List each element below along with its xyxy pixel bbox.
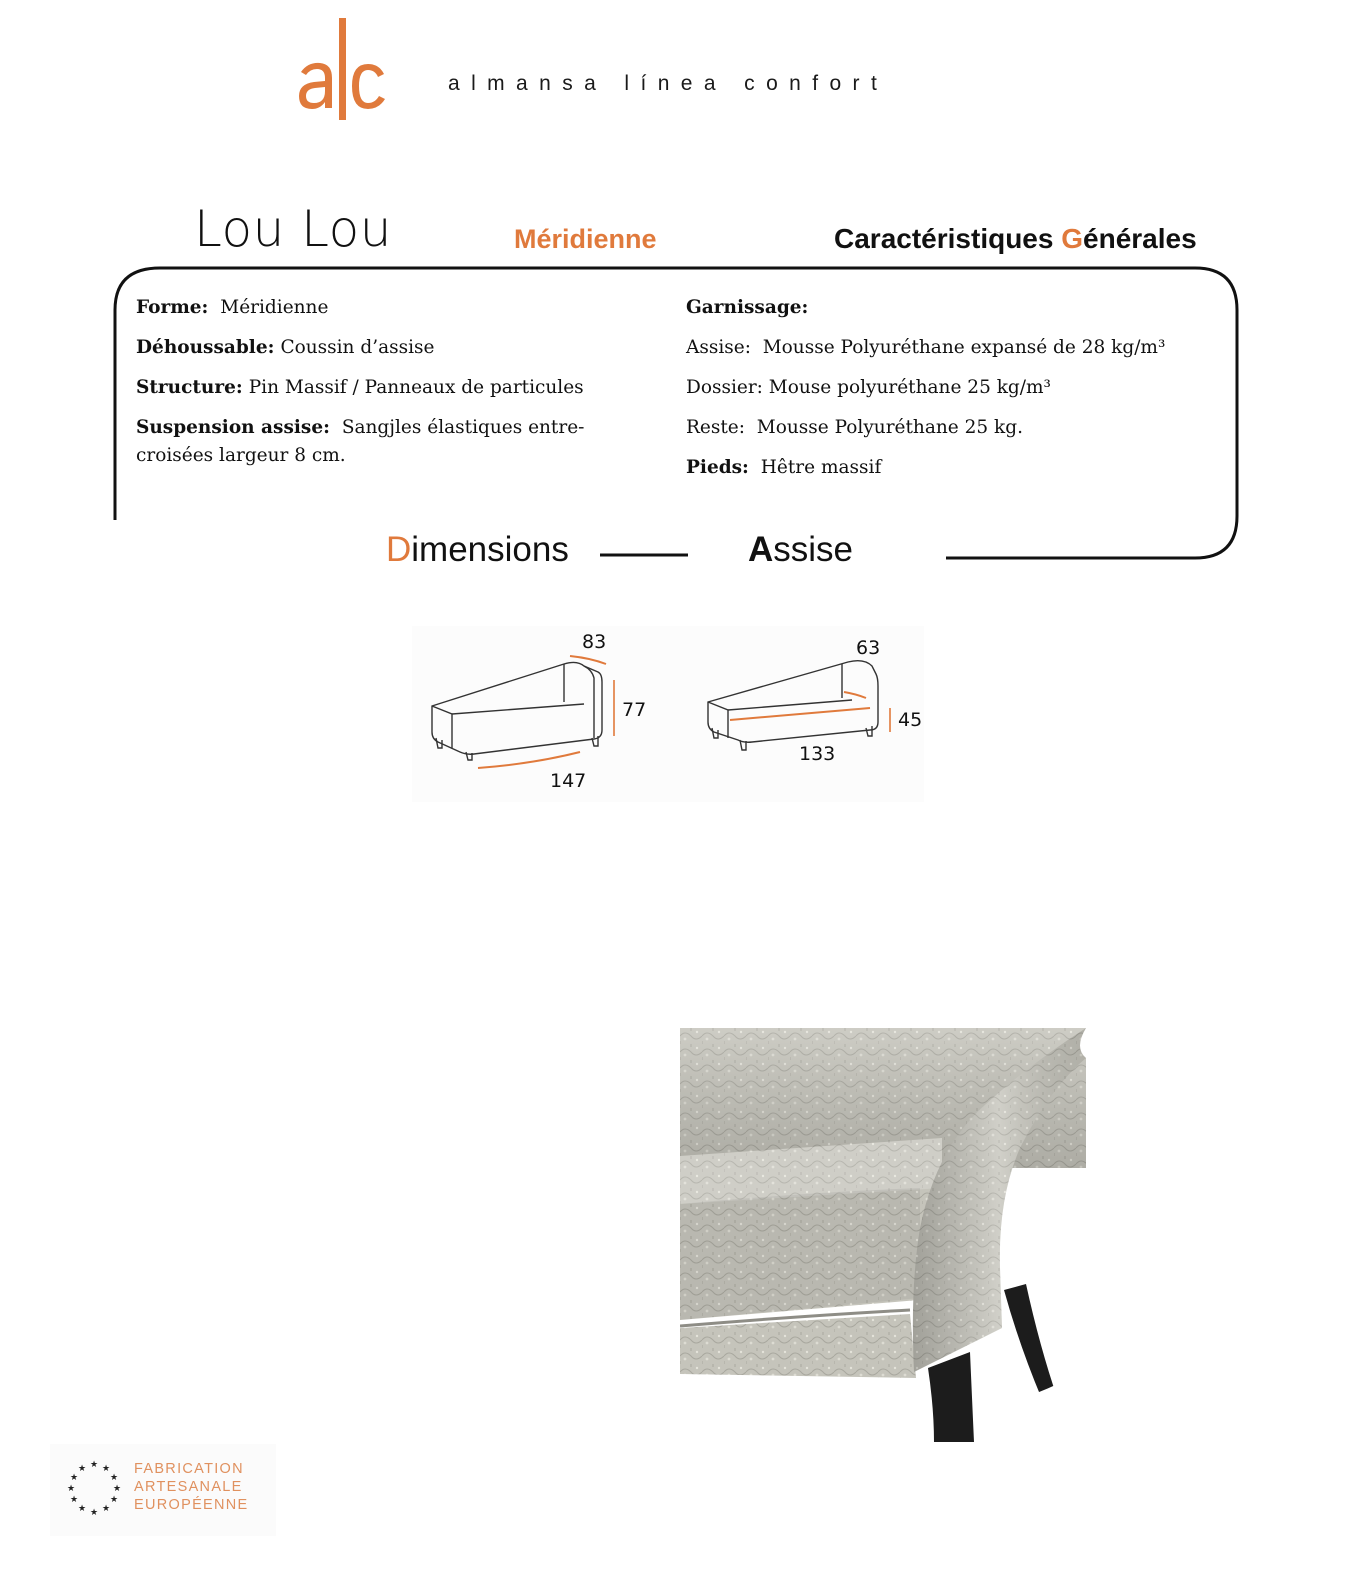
svg-text:★: ★ [70,1473,79,1483]
overall-sofa-outline [432,662,602,760]
meridienne-fabric-photo [680,1028,1086,1444]
svg-text:★: ★ [102,1504,111,1514]
spec-value: Hêtre massif [760,457,882,478]
product-name: Lou Lou [194,200,392,258]
svg-text:★: ★ [102,1464,111,1474]
spec-value: Sangjles élastiques entre-croisées largeur 8 cm. [136,417,585,466]
spec-value: Mousse Polyuréthane 25 kg. [756,417,1023,438]
assise-initial: A [748,530,774,569]
title-rest-1: aractéristiques [854,223,1062,254]
brand-logo [296,16,392,122]
overall-width-label: 147 [550,770,587,792]
spec-dossier [686,374,1051,402]
eu-stars-icon [62,1456,124,1518]
brand-name: almansa línea confort [448,72,889,95]
spec-label: Pieds: [686,457,749,478]
spec-forme [136,294,328,322]
svg-text:★: ★ [70,1495,79,1505]
spec-value: Mousse Polyuréthane expansé de 28 kg/m³ [762,337,1166,358]
spec-value: Coussin d’assise [280,337,435,358]
spec-label: Déhoussable: [136,337,275,358]
sofa-leg [1004,1284,1058,1404]
svg-text:★: ★ [67,1484,76,1494]
width-line [478,752,580,768]
overall-height-label: 77 [622,699,647,721]
seat-sofa-outline [708,661,878,750]
svg-text:★: ★ [90,1508,99,1518]
alc-logo-icon [296,16,392,122]
spec-dehoussable [136,334,434,362]
seat-depth-label: 63 [856,637,881,659]
spec-garnissage [686,294,814,322]
spec-value: Mouse polyuréthane 25 kg/m³ [768,377,1051,398]
svg-text:★: ★ [110,1495,119,1505]
dimensions-rest: imensions [411,530,569,569]
svg-text:★: ★ [110,1473,119,1483]
dimensions-title [386,530,569,570]
spec-label: Structure: [136,377,243,398]
eu-badge-line: FABRICATION [134,1461,244,1477]
spec-value: Méridienne [220,297,329,318]
meridienne-outline-drawing [412,626,924,802]
spec-structure [136,374,584,402]
spec-label: Reste: [686,417,745,438]
assise-rest: ssise [773,530,854,569]
spec-label: Garnissage: [686,297,809,318]
eu-badge-line: EUROPÉENNE [134,1497,249,1513]
spec-value: Pin Massif / Panneaux de particules [248,377,584,398]
product-photo [680,1028,1086,1444]
sofa-leg [928,1352,974,1442]
general-characteristics-title [834,223,1197,255]
dimensions-initial: D [386,530,412,569]
spec-suspension [136,414,636,470]
product-type: Méridienne [514,224,657,254]
svg-text:★: ★ [78,1504,87,1514]
spec-assise [686,334,1165,362]
title-initial-g: G [1061,223,1084,254]
svg-text:★: ★ [90,1460,99,1470]
title-initial-c: C [834,223,855,254]
overall-depth-label: 83 [582,631,607,653]
spec-label: Assise: [686,337,751,358]
svg-text:★: ★ [78,1464,87,1474]
spec-label: Forme: [136,297,209,318]
seat-depth-line [844,692,866,698]
seat-width-label: 133 [799,743,836,765]
spec-reste [686,414,1023,442]
svg-text:★: ★ [113,1484,122,1494]
spec-pieds [686,454,881,482]
eu-badge-line: ARTESANALE [134,1479,243,1495]
seat-height-label: 45 [898,709,923,731]
seat-width-line [730,708,870,720]
title-rest-2: énérales [1083,223,1197,254]
eu-craft-badge [50,1444,276,1536]
spec-label: Dossier: [686,377,763,398]
spec-label: Suspension assise: [136,417,330,438]
dimension-diagrams [412,626,924,802]
assise-title [748,530,853,570]
